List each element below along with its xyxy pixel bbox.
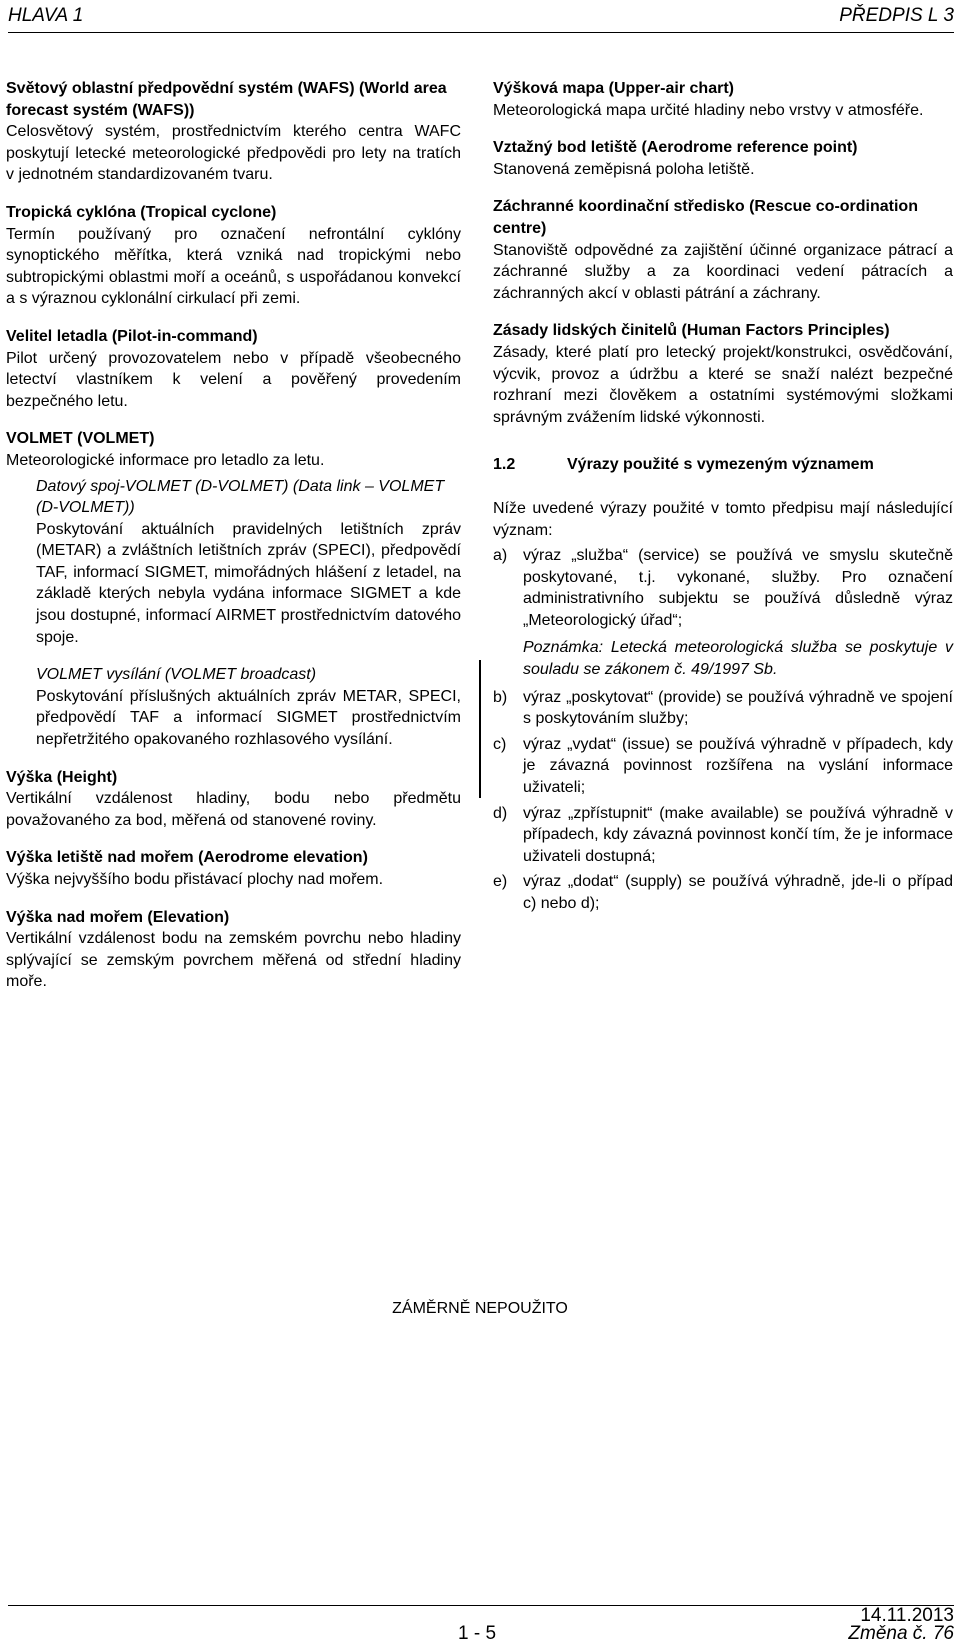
term-definition: Termín používaný pro označení nefrontální cyklóny synoptického měřítka, která vzniká nad tropickými nebo subtropickými oblastmi moří a oceánů, s uspořádanou konvekcí a s výraznou cyklonální cirkulací při zemi. bbox=[6, 225, 461, 308]
left-column bbox=[6, 78, 461, 1009]
subterm-title: VOLMET vysílání (VOLMET broadcast) bbox=[36, 666, 317, 684]
change-bar bbox=[479, 660, 481, 798]
term-title: Výška (Height) bbox=[6, 768, 118, 786]
term-title: Zásady lidských činitelů (Human Factors Principles) bbox=[493, 322, 890, 340]
list-marker: b) bbox=[493, 688, 508, 706]
term-title: VOLMET (VOLMET) bbox=[6, 430, 155, 448]
term-title: Velitel letadla (Pilot-in-command) bbox=[6, 327, 258, 345]
term-title: Výška nad mořem (Elevation) bbox=[6, 908, 230, 926]
term-wafs bbox=[6, 78, 461, 186]
term-title: Výška letiště nad mořem (Aerodrome elevation) bbox=[6, 849, 368, 867]
list-item-text: výraz „poskytovat“ (provide) se používá výhradně ve spojení s poskytováním služby; bbox=[523, 688, 953, 728]
term-elevation bbox=[6, 907, 461, 993]
term-definition: Zásady, které platí pro letecký projekt/konstrukci, osvědčování, výcvik, provoz a údržbu a které se snaží nalézt bezpečné rozhraní mezi člověkem a ostatními systémovými složkami správným zvážením lidské výkonnosti. bbox=[493, 343, 953, 426]
list-item bbox=[493, 803, 953, 868]
list-item-text: výraz „zpřístupnit“ (make available) se používá výhradně v případech, kdy závazná povinnost končí tím, že je informace uživateli dostupná; bbox=[523, 804, 953, 865]
term-height bbox=[6, 767, 461, 832]
intentionally-unused-notice: ZÁMĚRNĚ NEPOUŽITO bbox=[392, 1300, 568, 1317]
term-title: Světový oblastní předpovědní systém (WAFS) (World area forecast systém (WAFS)) bbox=[6, 80, 447, 119]
term-title: Vztažný bod letiště (Aerodrome reference point) bbox=[493, 139, 858, 157]
term-definition: Pilot určený provozovatelem nebo v případě všeobecného letectví vlastníkem k velení a pověřený provedením bezpečného letu. bbox=[6, 349, 461, 410]
footer-page-number: 1 - 5 bbox=[458, 1623, 497, 1644]
subterm-title: Datový spoj-VOLMET (D-VOLMET) (Data link – VOLMET (D-VOLMET)) bbox=[36, 477, 445, 517]
term-title: Tropická cyklóna (Tropical cyclone) bbox=[6, 203, 277, 221]
term-definition: Vertikální vzdálenost hladiny, bodu nebo předmětu považovaného za bod, měřená od stanovené roviny. bbox=[6, 790, 461, 829]
list-marker: c) bbox=[493, 735, 507, 753]
term-definition: Meteorologické informace pro letadlo za letu. bbox=[6, 451, 325, 469]
page-footer bbox=[8, 1605, 954, 1642]
list-marker: e) bbox=[493, 873, 508, 891]
definitions-list bbox=[493, 545, 953, 915]
header-regulation: PŘEDPIS L 3 bbox=[839, 5, 954, 26]
header-chapter: HLAVA 1 bbox=[8, 5, 84, 26]
term-tropical-cyclone bbox=[6, 202, 461, 310]
term-definition: Meteorologická mapa určité hladiny nebo vrstvy v atmosféře. bbox=[493, 101, 924, 119]
section-number: 1.2 bbox=[493, 456, 516, 474]
subterm-definition: Poskytování aktuálních pravidelných letištních zpráv (METAR) a zvláštních letištních zpráv (SPECI), předpovědí TAF, informací SIGMET, mimořádných hlášení z letadel, na základě kterých nebyla vydána informace SIGMET a kde jsou dostupné, informací AIRMET prostřednictvím datového spoje. bbox=[36, 520, 461, 646]
right-column bbox=[493, 78, 953, 919]
term-rescue-coordination-centre bbox=[493, 196, 953, 304]
list-item bbox=[493, 734, 953, 799]
term-definition: Výška nejvyššího bodu přistávací plochy nad mořem. bbox=[6, 871, 384, 888]
subterm-d-volmet bbox=[36, 476, 461, 649]
section-intro: Níže uvedené výrazy použité v tomto předpisu mají následující význam: bbox=[493, 499, 953, 539]
section-heading bbox=[493, 454, 953, 476]
list-marker: d) bbox=[493, 804, 508, 822]
list-item bbox=[493, 871, 953, 914]
term-definition: Stanovená zeměpisná poloha letiště. bbox=[493, 160, 755, 178]
term-upper-air-chart bbox=[493, 78, 953, 121]
term-aerodrome-reference-point bbox=[493, 137, 953, 180]
list-item-text: výraz „služba“ (service) se používá ve smyslu skutečně poskytované, t.j. vykonané, služby. Pro označení administrativního subjektu se používá důsledně výraz „Meteorologický úřad“; bbox=[523, 547, 953, 629]
section-title: Výrazy použité s vymezeným významem bbox=[567, 456, 874, 474]
list-item-text: výraz „dodat“ (supply) se používá výhradně, jde-li o případ c) nebo d); bbox=[523, 873, 953, 912]
term-volmet bbox=[6, 428, 461, 471]
page-header bbox=[8, 2, 954, 33]
term-definition: Vertikální vzdálenost bodu na zemském povrchu nebo hladiny splývající se zemským povrchem měřená od střední hladiny moře. bbox=[6, 930, 461, 991]
term-aerodrome-elevation bbox=[6, 847, 461, 890]
list-item bbox=[493, 545, 953, 631]
subterm-volmet-broadcast bbox=[36, 664, 461, 750]
term-human-factors bbox=[493, 320, 953, 428]
list-item bbox=[493, 687, 953, 730]
term-pilot-in-command bbox=[6, 326, 461, 412]
term-definition: Celosvětový systém, prostřednictvím kterého centra WAFC poskytují letecké meteorologické předpovědi pro lety na tratích v jednotném standardizovaném tvaru. bbox=[6, 123, 461, 184]
list-marker: a) bbox=[493, 547, 508, 565]
list-item-text: výraz „vydat“ (issue) se používá výhradně v případech, kdy je závazná povinnost rozšířena na vyslání informace uživateli; bbox=[523, 735, 953, 797]
subterm-definition: Poskytování příslušných aktuálních zpráv METAR, SPECI, předpovědí TAF a informací SIGMET prostřednictvím nepřetržitého opakovaného rozhlasového vysílání. bbox=[36, 687, 461, 749]
term-definition: Stanoviště odpovědné za zajištění účinné organizace pátrací a záchranné služby a za koordinaci vedení pátracích a záchranných akcí v oblasti pátrání a záchrany. bbox=[493, 241, 953, 302]
footer-date: 14.11.2013 bbox=[860, 1605, 954, 1626]
term-title: Záchranné koordinační středisko (Rescue co-ordination centre) bbox=[493, 198, 918, 237]
footer-change-number: Změna č. 76 bbox=[848, 1623, 954, 1644]
note: Poznámka: Letecká meteorologická služba se poskytuje v souladu se zákonem č. 49/1997 Sb. bbox=[523, 639, 953, 679]
term-title: Výšková mapa (Upper-air chart) bbox=[493, 80, 734, 97]
